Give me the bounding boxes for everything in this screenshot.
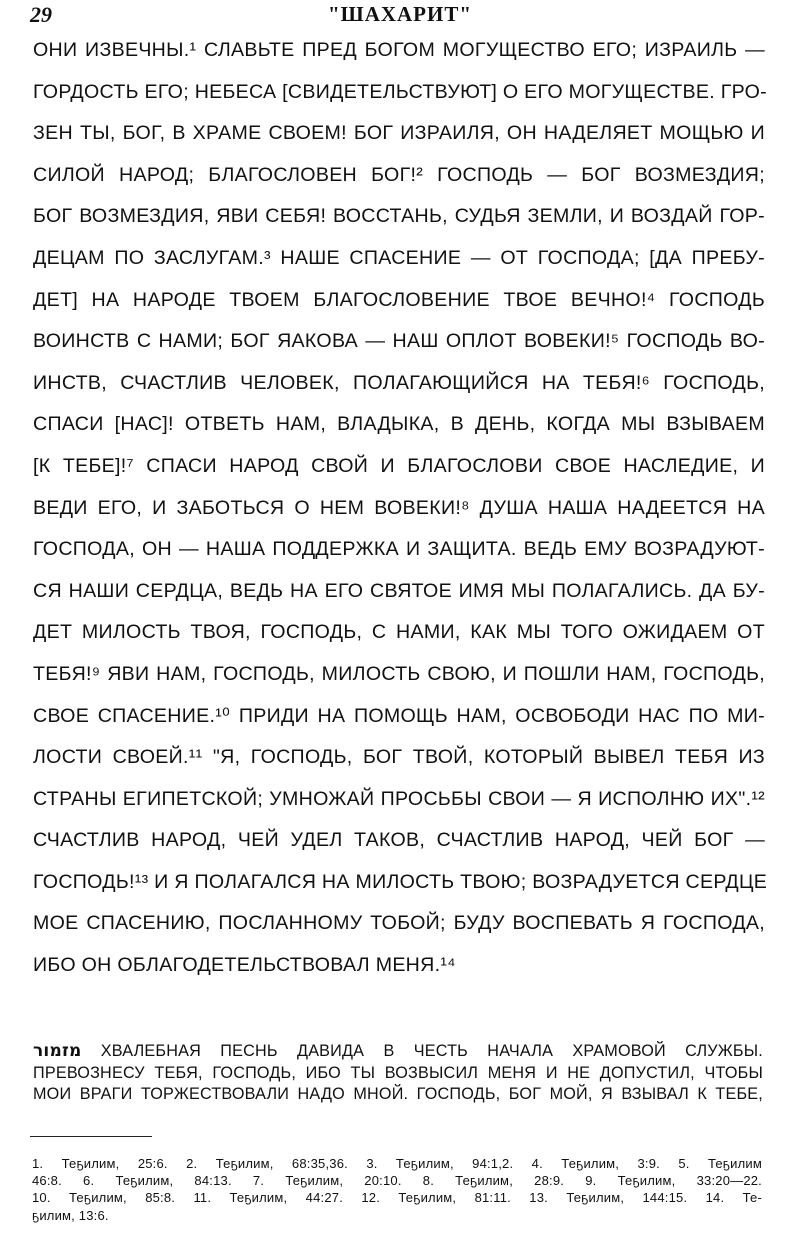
text-line: ГОРДОСТЬ ЕГО; НЕБЕСА [СВИДЕТЕЛЬСТВУЮТ] О ЕГО МОГУЩЕСТВЕ. ГРО-: [33, 80, 767, 103]
running-title: "ШАХАРИТ": [327, 2, 473, 26]
text-line: СВОЕ СПАСЕНИЕ.¹⁰ ПРИДИ НА ПОМОЩЬ НАМ, ОСВОБОДИ НАС ПО МИ-: [33, 704, 765, 727]
text-line: ГОСПОДА, ОН — НАША ПОДДЕРЖКА И ЗАЩИТА. ВЕДЬ ЕМУ ВОЗРАДУЮТ-: [33, 538, 765, 561]
text-line: [К ТЕБЕ]!⁷ СПАСИ НАРОД СВОЙ И БЛАГОСЛОВИ СВОЕ НАСЛЕДИЕ, И: [33, 454, 765, 477]
text-line: МОЕ СПАСЕНИЮ, ПОСЛАННОМУ ТОБОЙ; БУДУ ВОСПЕВАТЬ Я ГОСПОДА,: [33, 912, 765, 935]
text-line: ТЕБЯ!⁹ ЯВИ НАМ, ГОСПОДЬ, МИЛОСТЬ СВОЮ, И ПОШЛИ НАМ, ГОСПОДЬ,: [33, 662, 765, 685]
main-text-block: [33, 30, 768, 987]
text-line: ДЕТ МИЛОСТЬ ТВОЯ, ГОСПОДЬ, С НАМИ, КАК МЫ ТОГО ОЖИДАЕМ ОТ: [33, 621, 765, 644]
section-heading-text: ХВАЛЕБНАЯ ПЕСНЬ ДАВИДА В ЧЕСТЬ НАЧАЛА ХРАМОВОЙ СЛУЖБЫ.: [100, 1042, 763, 1060]
text-line: ИНСТВ, СЧАСТЛИВ ЧЕЛОВЕК, ПОЛАГАЮЩИЙСЯ НА ТЕБЯ!⁶ ГОСПОДЬ,: [33, 371, 765, 394]
footnote-line: ҕилим, 13:6.: [32, 1207, 109, 1223]
footnote-line: 10. Теҕилим, 85:8. 11. Теҕилим, 44:27. 12. Теҕилим, 81:11. 13. Теҕилим, 144:15. 14. Те-: [32, 1190, 762, 1206]
section-line: МОИ ВРАГИ ТОРЖЕСТВОВАЛИ НАДО МНОЙ. ГОСПОДЬ, БОГ МОЙ, Я ВЗЫВАЛ К ТЕБЕ,: [33, 1085, 763, 1103]
text-line: ОНИ ИЗВЕЧНЫ.¹ СЛАВЬТЕ ПРЕД БОГОМ МОГУЩЕСТВО ЕГО; ИЗРАИЛЬ —: [33, 39, 765, 61]
text-line: ДЕЦАМ ПО ЗАСЛУГАМ.³ НАШЕ СПАСЕНИЕ — ОТ ГОСПОДА; [ДА ПРЕБУ-: [33, 246, 765, 269]
footnotes-block: [32, 1155, 762, 1224]
text-line: БОГ ВОЗМЕЗДИЯ, ЯВИ СЕБЯ! ВОССТАНЬ, СУДЬЯ ЗЕМЛИ, И ВОЗДАЙ ГОР-: [33, 205, 765, 228]
footnote-divider: [30, 1136, 152, 1137]
section-first-line: [33, 1041, 763, 1063]
text-line: ВОИНСТВ С НАМИ; БОГ ЯАКОВА — НАШ ОПЛОТ ВОВЕКИ!⁵ ГОСПОДЬ ВО-: [33, 330, 765, 353]
text-line: СИЛОЙ НАРОД; БЛАГОСЛОВЕН БОГ!² ГОСПОДЬ — БОГ ВОЗМЕЗДИЯ;: [33, 163, 765, 186]
text-line: ЛОСТИ СВОЕЙ.¹¹ "Я, ГОСПОДЬ, БОГ ТВОЙ, КОТОРЫЙ ВЫВЕЛ ТЕБЯ ИЗ: [33, 746, 765, 769]
text-line: СЯ НАШИ СЕРДЦА, ВЕДЬ НА ЕГО СВЯТОЕ ИМЯ МЫ ПОЛАГАЛИСЬ. ДА БУ-: [33, 579, 765, 602]
text-line: СЧАСТЛИВ НАРОД, ЧЕЙ УДЕЛ ТАКОВ, СЧАСТЛИВ НАРОД, ЧЕЙ БОГ —: [33, 829, 765, 852]
text-line: ЗЕН ТЫ, БОГ, В ХРАМЕ СВОЕМ! БОГ ИЗРАИЛЯ, ОН НАДЕЛЯЕТ МОЩЬЮ И: [33, 122, 765, 145]
footnote-line: 1. Теҕилим, 25:6. 2. Теҕилим, 68:35,36. 3. Теҕилим, 94:1,2. 4. Теҕилим, 3:9. 5. Теҕилим: [32, 1156, 762, 1171]
text-line: СТРАНЫ ЕГИПЕТСКОЙ; УМНОЖАЙ ПРОСЬБЫ СВОИ — Я ИСПОЛНЮ ИХ".¹²: [33, 787, 765, 810]
hebrew-heading-word: מזמור: [33, 1041, 82, 1061]
page-header: [30, 2, 770, 30]
text-line: ИБО ОН ОБЛАГОДЕТЕЛЬСТВОВАЛ МЕНЯ.¹⁴: [33, 954, 456, 977]
text-line: ДЕТ] НА НАРОДЕ ТВОЕМ БЛАГОСЛОВЕНИЕ ТВОЕ ВЕЧНО!⁴ ГОСПОДЬ: [33, 288, 765, 311]
psalm-section: [33, 1041, 763, 1106]
page-number: 29: [30, 2, 52, 27]
text-line: ВЕДИ ЕГО, И ЗАБОТЬСЯ О НЕМ ВОВЕКИ!⁸ ДУША НАША НАДЕЕТСЯ НА: [33, 496, 765, 519]
section-line: ПРЕВОЗНЕСУ ТЕБЯ, ГОСПОДЬ, ИБО ТЫ ВОЗВЫСИЛ МЕНЯ И НЕ ДОПУСТИЛ, ЧТОБЫ: [33, 1063, 763, 1082]
text-line: СПАСИ [НАС]! ОТВЕТЬ НАМ, ВЛАДЫКА, В ДЕНЬ, КОГДА МЫ ВЗЫВАЕМ: [33, 413, 765, 436]
text-line: ГОСПОДЬ!¹³ И Я ПОЛАГАЛСЯ НА МИЛОСТЬ ТВОЮ; ВОЗРАДУЕТСЯ СЕРДЦЕ: [33, 870, 768, 893]
footnote-line: 46:8. 6. Теҕилим, 84:13. 7. Теҕилим, 20:10. 8. Теҕилим, 28:9. 9. Теҕилим, 33:20—22.: [32, 1173, 762, 1189]
